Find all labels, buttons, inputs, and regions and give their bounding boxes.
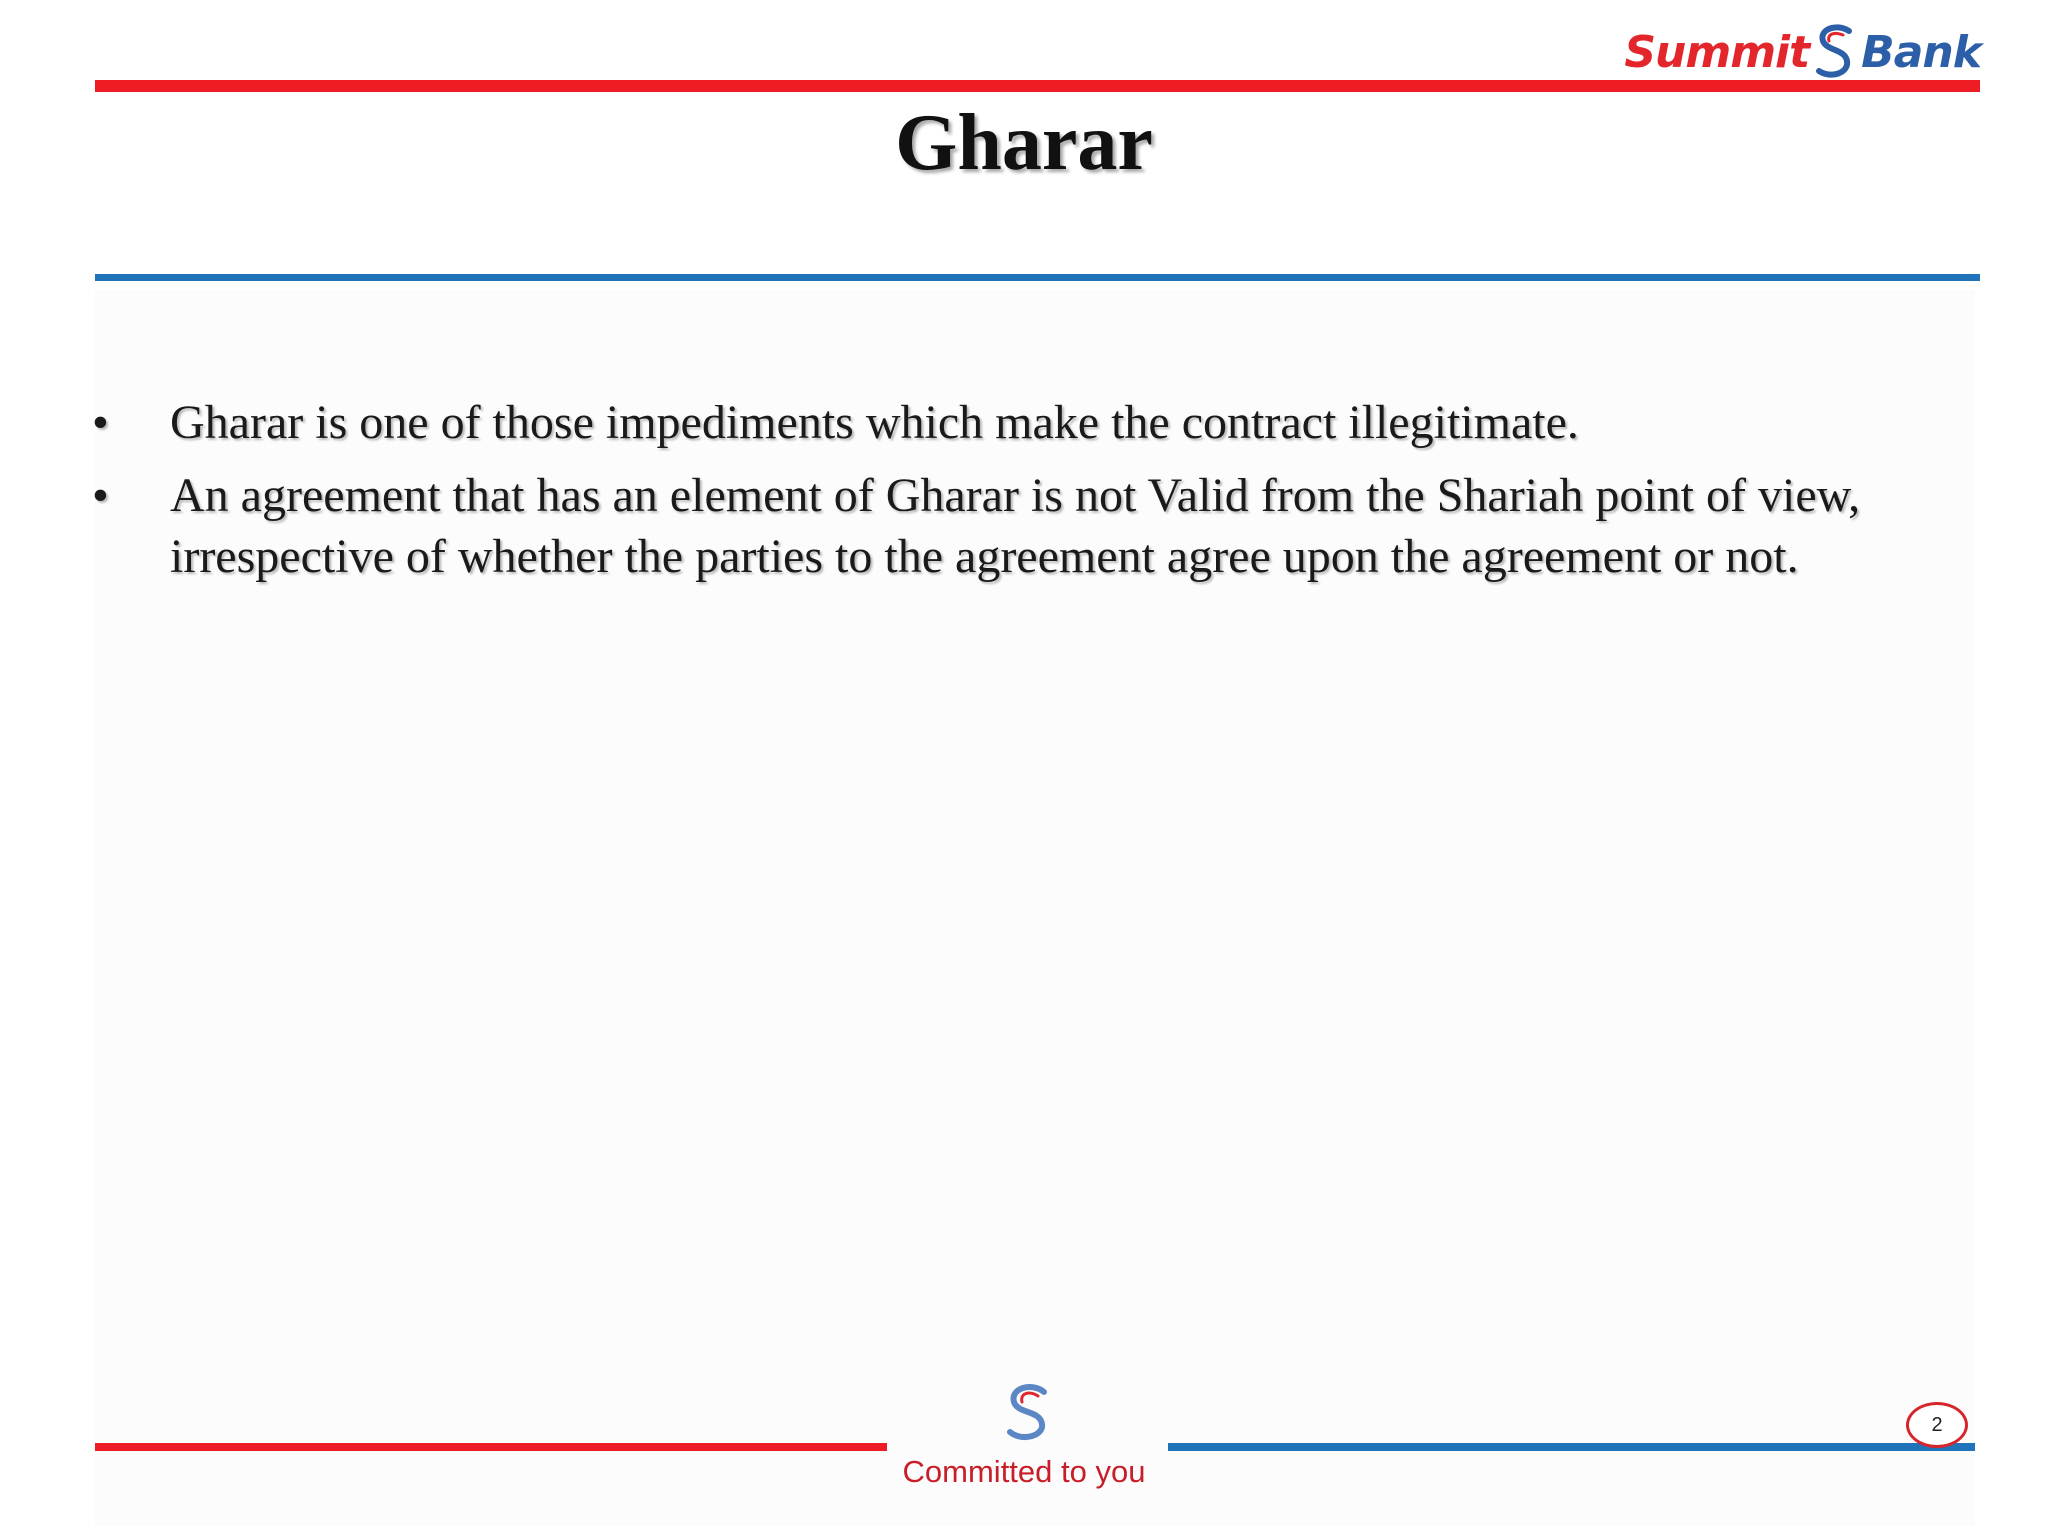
- bullet-text: Gharar is one of those impediments which make the contract illegitimate.: [170, 396, 1579, 449]
- bullet-marker: •: [92, 396, 109, 449]
- summit-bank-logo: [1624, 20, 1981, 84]
- bullet-text: An agreement that has an element of Gharar is not Valid from the Shariah point of view, irrespective of whether the parties to the agreement agree upon the agreement or not.: [170, 469, 1861, 583]
- bullet-item: [88, 392, 1968, 453]
- page-number: 2: [1906, 1402, 1968, 1448]
- header-red-rule: [95, 80, 1980, 92]
- footer-blue-rule: [1168, 1443, 1975, 1451]
- slide-title: Gharar: [895, 99, 1153, 187]
- bullet-marker: •: [92, 469, 109, 522]
- footer-s-logo-icon: [1000, 1382, 1056, 1442]
- footer-tagline: Committed to you: [902, 1454, 1146, 1489]
- bullet-item: [88, 465, 1968, 587]
- bullet-list: [88, 392, 1968, 599]
- footer-red-rule: [95, 1443, 887, 1451]
- summit-s-logo-icon: [1813, 23, 1857, 81]
- logo-word-summit: Summit: [1624, 26, 1810, 78]
- logo-word-bank: Bank: [1861, 26, 1981, 78]
- header-blue-rule: [95, 274, 1980, 281]
